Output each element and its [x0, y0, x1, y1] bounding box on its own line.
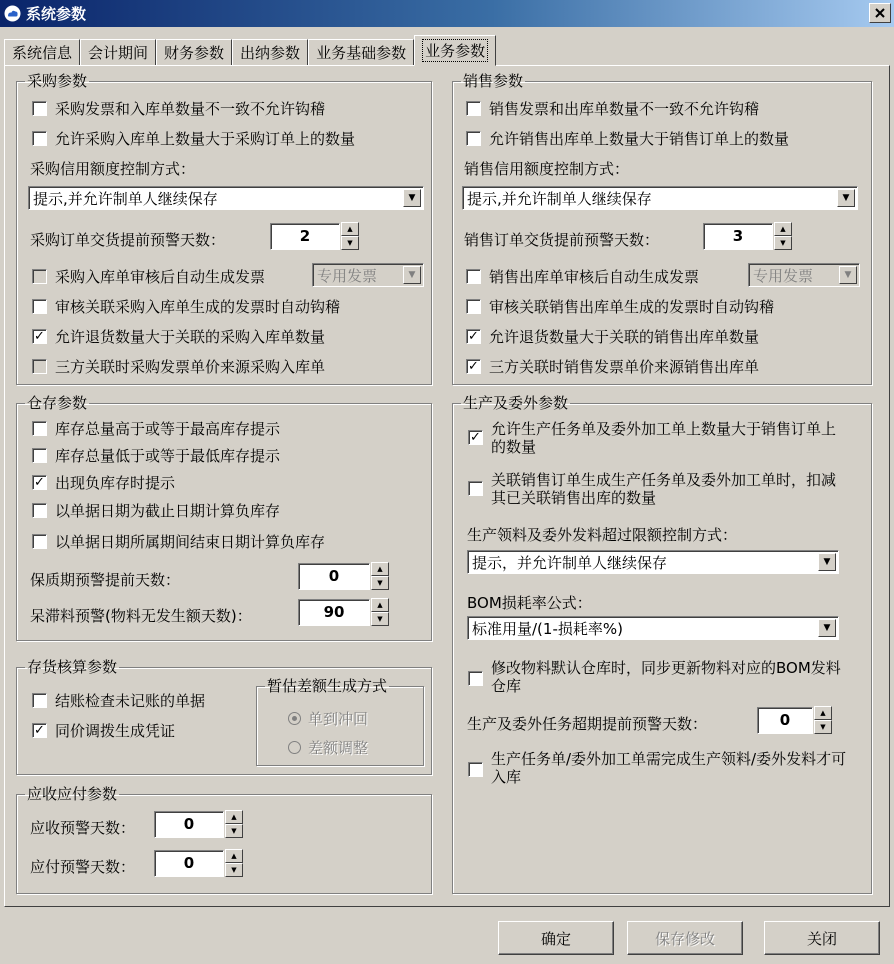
- ar-ap-legend: 应收应付参数: [27, 785, 118, 803]
- spin-down-icon[interactable]: ▼: [774, 236, 792, 250]
- purchase-auto-match-label: 审核关联采购入库单生成的发票时自动钩稽: [55, 298, 341, 316]
- unposted-check-label: 结账检查未记账的单据: [55, 692, 206, 710]
- same-price-transfer-label: 同价调拨生成凭证: [55, 722, 176, 740]
- overlimit-label-row: [467, 524, 737, 545]
- purchase-credit-label: 采购信用额度控制方式：: [30, 160, 196, 178]
- production-group: [452, 395, 872, 894]
- shelf-life-label: 保质期预警提前天数：: [30, 571, 181, 589]
- unposted-check-row[interactable]: [32, 690, 205, 711]
- save-changes-button[interactable]: 保存修改: [627, 921, 743, 955]
- sales-three-way-label: 三方关联时销售发票单价来源销售出库单: [489, 358, 760, 376]
- spin-up-icon[interactable]: ▲: [225, 849, 243, 863]
- sales-auto-match-checkbox[interactable]: [466, 299, 481, 314]
- purchase-three-way-label: 三方关联时采购发票单价来源采购入库单: [55, 358, 326, 376]
- stock-min-row[interactable]: [32, 445, 280, 466]
- stock-period-end-row[interactable]: [32, 531, 325, 552]
- purchase-auto-invoice-label: 采购入库单审核后自动生成发票: [55, 268, 266, 286]
- purchase-return-qty-label: 允许退货数量大于关联的采购入库单数量: [55, 328, 326, 346]
- sales-three-way-row[interactable]: [466, 356, 759, 377]
- sales-issue-qty-row[interactable]: [466, 128, 789, 149]
- radio-diff-adjust-label: 差额调整: [308, 739, 369, 757]
- shelf-life-label-row: [30, 569, 180, 590]
- stock-doc-date-label: 以单据日期为截止日期计算负库存: [55, 502, 281, 520]
- overlimit-label: 生产领料及委外发料超过限额控制方式：: [467, 526, 738, 544]
- production-deduct-label: 关联销售订单生成生产任务单及委外加工单时，扣减其已关联销售出库的数量: [491, 471, 837, 507]
- ap-warn-label: 应付预警天数：: [30, 858, 136, 876]
- purchase-warn-label: 采购订单交货提前预警天数：: [30, 231, 226, 249]
- spin-up-icon[interactable]: ▲: [225, 810, 243, 824]
- purchase-receipt-qty-row[interactable]: [32, 128, 355, 149]
- purchase-return-qty-row[interactable]: [32, 326, 325, 347]
- ar-warn-spinner[interactable]: [154, 810, 243, 838]
- complete-issue-row[interactable]: [468, 750, 851, 786]
- sales-invoice-type-select[interactable]: [748, 263, 860, 287]
- bom-label-row: [467, 592, 592, 613]
- sales-credit-value: 提示,并允许制单人继续保存: [467, 189, 652, 208]
- sales-auto-invoice-checkbox[interactable]: [466, 269, 481, 284]
- spin-down-icon[interactable]: ▼: [814, 720, 832, 734]
- spin-down-icon[interactable]: ▼: [371, 612, 389, 626]
- production-deduct-row[interactable]: [468, 471, 841, 507]
- unposted-check-checkbox[interactable]: [32, 693, 47, 708]
- tab-accounting-period[interactable]: 会计期间: [80, 39, 156, 66]
- same-price-transfer-row[interactable]: [32, 720, 175, 741]
- chevron-down-icon[interactable]: ▼: [403, 266, 421, 284]
- bom-formula-select[interactable]: [467, 616, 839, 640]
- chevron-down-icon[interactable]: ▼: [403, 189, 421, 207]
- tab-cashier-params[interactable]: 出纳参数: [232, 39, 308, 66]
- sales-three-way-checkbox[interactable]: ✓: [466, 359, 481, 374]
- radio-reverse[interactable]: [288, 712, 301, 725]
- sales-credit-label: 销售信用额度控制方式：: [464, 160, 630, 178]
- bom-formula-value: 标准用量/(1-损耗率%): [472, 619, 623, 638]
- production-legend: 生产及委外参数: [463, 394, 569, 412]
- purchase-credit-label-row: [30, 158, 195, 179]
- shelf-life-input[interactable]: 0: [298, 563, 370, 590]
- overdue-label: 生产及委外任务超期提前预警天数：: [467, 715, 708, 733]
- overlimit-value: 提示，并允许制单人继续保存: [472, 553, 668, 572]
- stock-period-end-checkbox[interactable]: [32, 534, 47, 549]
- spin-down-icon[interactable]: ▼: [371, 576, 389, 590]
- stock-min-label: 库存总量低于或等于最低库存提示: [55, 447, 281, 465]
- production-deduct-checkbox[interactable]: [468, 481, 483, 496]
- stock-doc-date-row[interactable]: [32, 500, 280, 521]
- purchase-invoice-qty-checkbox[interactable]: [32, 101, 47, 116]
- ap-warn-spinner[interactable]: [154, 849, 243, 877]
- stock-negative-label: 出现负库存时提示: [55, 474, 176, 492]
- purchase-legend: 采购参数: [27, 72, 88, 90]
- sales-warn-label-row: [464, 229, 659, 250]
- purchase-invoice-qty-label: 采购发票和入库单数量不一致不允许钩稽: [55, 100, 326, 118]
- bom-warehouse-checkbox[interactable]: [468, 671, 483, 686]
- sales-credit-select[interactable]: [462, 186, 858, 210]
- production-qty-checkbox[interactable]: ✓: [468, 430, 483, 445]
- sales-auto-invoice-row[interactable]: [466, 266, 699, 287]
- ar-warn-input[interactable]: 0: [154, 811, 224, 838]
- overlimit-select[interactable]: [467, 550, 839, 574]
- purchase-credit-value: 提示,并允许制单人继续保存: [33, 189, 218, 208]
- sales-warn-spinner[interactable]: [703, 222, 792, 250]
- slow-moving-input[interactable]: 90: [298, 599, 370, 626]
- complete-issue-label: 生产任务单/委外加工单需完成生产领料/委外发料才可入库: [491, 750, 847, 786]
- tab-finance-params[interactable]: 财务参数: [156, 39, 232, 66]
- radio-diff-adjust[interactable]: [288, 741, 301, 754]
- stock-max-row[interactable]: [32, 418, 280, 439]
- sales-warn-input[interactable]: 3: [703, 223, 773, 250]
- purchase-auto-match-checkbox[interactable]: [32, 299, 47, 314]
- overdue-label-row: [467, 713, 707, 734]
- chevron-down-icon[interactable]: ▼: [839, 266, 857, 284]
- ar-warn-label-row: [30, 817, 135, 838]
- spin-down-icon[interactable]: ▼: [225, 863, 243, 877]
- radio-reverse-label: 单到冲回: [308, 710, 369, 728]
- ok-button[interactable]: 确定: [498, 921, 614, 955]
- window-title: 系统参数: [26, 5, 87, 23]
- sales-invoice-qty-checkbox[interactable]: [466, 101, 481, 116]
- stock-max-checkbox[interactable]: [32, 421, 47, 436]
- title-bar: [0, 0, 894, 27]
- slow-moving-spinner[interactable]: [298, 598, 389, 626]
- purchase-invoice-type-value: 专用发票: [317, 266, 378, 285]
- purchase-credit-select[interactable]: [28, 186, 424, 210]
- sales-legend: 销售参数: [463, 72, 524, 90]
- stock-legend: 仓存参数: [27, 394, 88, 412]
- spin-down-icon[interactable]: ▼: [225, 824, 243, 838]
- purchase-warn-spinner[interactable]: [270, 222, 359, 250]
- ap-warn-label-row: [30, 856, 135, 877]
- purchase-auto-match-row[interactable]: [32, 296, 340, 317]
- production-qty-label: 允许生产任务单及委外加工单上数量大于销售订单上的数量: [491, 420, 837, 456]
- radio-diff-adjust-row[interactable]: [288, 737, 368, 758]
- sales-warn-label: 销售订单交货提前预警天数：: [464, 231, 660, 249]
- bom-label: BOM损耗率公式：: [467, 594, 592, 612]
- same-price-transfer-checkbox[interactable]: ✓: [32, 723, 47, 738]
- cloud-icon: [4, 5, 21, 22]
- ap-warn-input[interactable]: 0: [154, 850, 224, 877]
- close-icon[interactable]: [869, 3, 891, 23]
- overdue-input[interactable]: 0: [757, 707, 813, 734]
- stock-max-label: 库存总量高于或等于最高库存提示: [55, 420, 281, 438]
- spin-up-icon[interactable]: ▲: [371, 598, 389, 612]
- sales-return-qty-row[interactable]: [466, 326, 759, 347]
- sales-return-qty-checkbox[interactable]: ✓: [466, 329, 481, 344]
- ar-ap-group: [16, 786, 432, 894]
- stock-period-end-label: 以单据日期所属期间结束日期计算负库存: [55, 533, 326, 551]
- overdue-spinner[interactable]: [757, 706, 832, 734]
- slow-moving-label-row: [30, 605, 252, 626]
- bom-warehouse-label: 修改物料默认仓库时，同步更新物料对应的BOM发料仓库: [491, 659, 841, 695]
- chevron-down-icon[interactable]: ▼: [818, 619, 836, 637]
- spin-up-icon[interactable]: ▲: [341, 222, 359, 236]
- spin-up-icon[interactable]: ▲: [774, 222, 792, 236]
- close-button[interactable]: 关闭: [764, 921, 880, 955]
- purchase-auto-invoice-row[interactable]: [32, 266, 265, 287]
- purchase-return-qty-checkbox[interactable]: ✓: [32, 329, 47, 344]
- purchase-receipt-qty-checkbox[interactable]: [32, 131, 47, 146]
- estimate-diff-legend: 暂估差额生成方式: [267, 677, 388, 695]
- sales-credit-label-row: [464, 158, 629, 179]
- ar-warn-label: 应收预警天数：: [30, 819, 136, 837]
- sales-invoice-type-value: 专用发票: [753, 266, 814, 285]
- purchase-three-way-row[interactable]: [32, 356, 325, 377]
- sales-issue-qty-label: 允许销售出库单上数量大于销售订单上的数量: [489, 130, 790, 148]
- sales-auto-match-row[interactable]: [466, 296, 774, 317]
- slow-moving-label: 呆滞料预警(物料无发生额天数)：: [30, 607, 252, 625]
- purchase-receipt-qty-label: 允许采购入库单上数量大于采购订单上的数量: [55, 130, 356, 148]
- stock-negative-checkbox[interactable]: ✓: [32, 475, 47, 490]
- sales-auto-invoice-label: 销售出库单审核后自动生成发票: [489, 268, 700, 286]
- spin-up-icon[interactable]: ▲: [371, 562, 389, 576]
- bom-warehouse-row[interactable]: [468, 659, 841, 695]
- spin-down-icon[interactable]: ▼: [341, 236, 359, 250]
- purchase-warn-input[interactable]: 2: [270, 223, 340, 250]
- purchase-invoice-qty-check-row[interactable]: [32, 98, 325, 119]
- complete-issue-checkbox[interactable]: [468, 762, 483, 777]
- inventory-calc-legend: 存货核算参数: [27, 658, 118, 676]
- chevron-down-icon[interactable]: ▼: [818, 553, 836, 571]
- sales-return-qty-label: 允许退货数量大于关联的销售出库单数量: [489, 328, 760, 346]
- tab-system-info[interactable]: 系统信息: [4, 39, 80, 66]
- spin-up-icon[interactable]: ▲: [814, 706, 832, 720]
- shelf-life-spinner[interactable]: [298, 562, 389, 590]
- purchase-auto-invoice-checkbox[interactable]: [32, 269, 47, 284]
- tab-business-params[interactable]: 业务参数: [414, 35, 496, 66]
- radio-reverse-row[interactable]: [288, 708, 368, 729]
- tab-strip: [4, 36, 496, 66]
- sales-issue-qty-checkbox[interactable]: [466, 131, 481, 146]
- sales-auto-match-label: 审核关联销售出库单生成的发票时自动钩稽: [489, 298, 775, 316]
- stock-doc-date-checkbox[interactable]: [32, 503, 47, 518]
- purchase-three-way-checkbox[interactable]: [32, 359, 47, 374]
- purchase-invoice-type-select[interactable]: [312, 263, 424, 287]
- stock-min-checkbox[interactable]: [32, 448, 47, 463]
- tab-business-base-params[interactable]: 业务基础参数: [308, 39, 414, 66]
- purchase-warn-label-row: [30, 229, 225, 250]
- stock-negative-row[interactable]: [32, 472, 175, 493]
- sales-invoice-qty-row[interactable]: [466, 98, 759, 119]
- production-qty-row[interactable]: [468, 420, 841, 456]
- sales-invoice-qty-label: 销售发票和出库单数量不一致不允许钩稽: [489, 100, 760, 118]
- chevron-down-icon[interactable]: ▼: [837, 189, 855, 207]
